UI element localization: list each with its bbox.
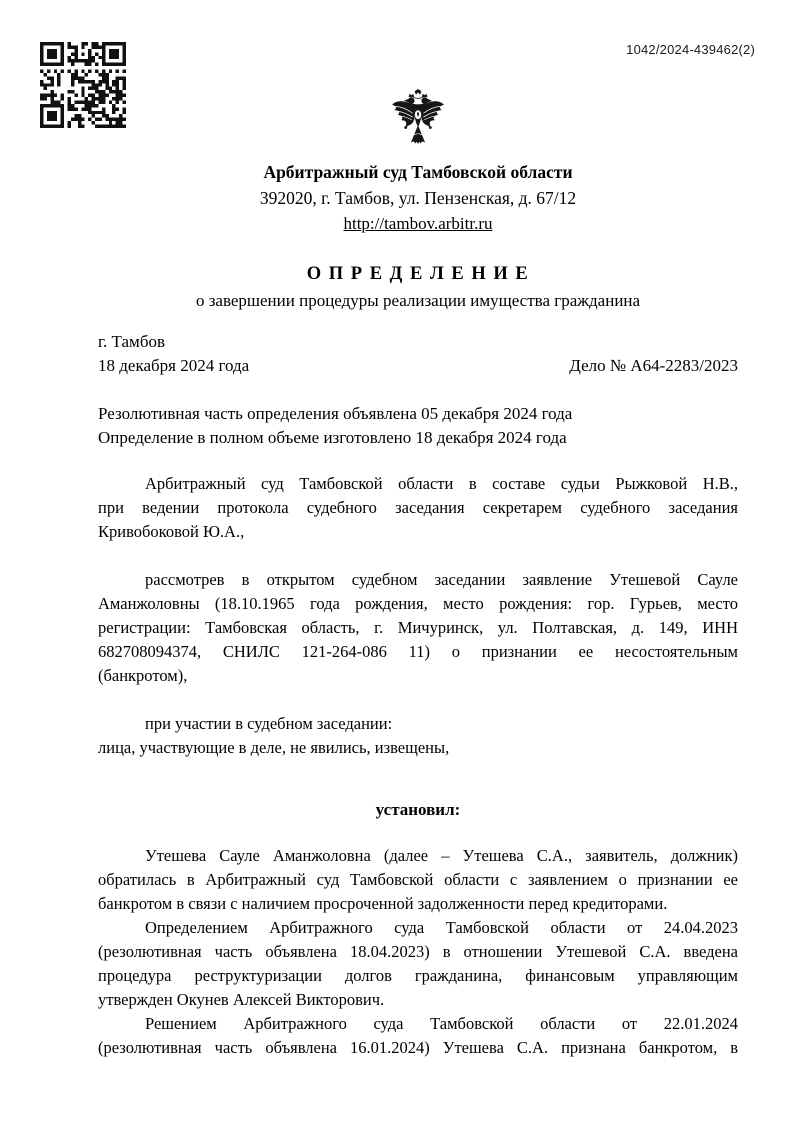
bankruptcy-paragraph bbox=[98, 1012, 738, 1060]
restructuring-paragraph bbox=[98, 916, 738, 1012]
text-line: при участии в судебном заседании: bbox=[145, 714, 393, 733]
full-text-made-line: Определение в полном объеме изготовлено 18 декабря 2024 года bbox=[98, 428, 567, 447]
document-date: 18 декабря 2024 года bbox=[98, 356, 250, 375]
attendance-intro bbox=[98, 712, 738, 736]
text-line: утвержден Окунев Алексей Викторович. bbox=[98, 990, 385, 1009]
court-name: Арбитражный суд Тамбовской области bbox=[263, 162, 573, 182]
case-number: Дело № А64-2283/2023 bbox=[569, 356, 738, 375]
text-line: Аманжоловны (18.10.1965 года рождения, место рождения: гор. Гурьев, место bbox=[98, 594, 738, 613]
text-line: установил: bbox=[375, 800, 461, 819]
court-website-link[interactable]: http://tambov.arbitr.ru bbox=[343, 214, 493, 233]
text-line: Определением Арбитражного суда Тамбовской области от 24.04.2023 bbox=[145, 918, 738, 937]
text-line: (банкротом), bbox=[98, 666, 188, 685]
composition-paragraph bbox=[98, 472, 738, 544]
court-address: 392020, г. Тамбов, ул. Пензенская, д. 67/12 bbox=[259, 188, 577, 208]
text-line: рассмотрев в открытом судебном заседании заявление Утешевой Сауле bbox=[145, 570, 738, 589]
qr-code-icon bbox=[40, 42, 126, 128]
text-line: (резолютивная часть объявлена 18.04.2023) в отношении Утешевой С.А. введена bbox=[98, 942, 738, 961]
resolution-dates bbox=[98, 402, 738, 450]
resolution-announced-line: Резолютивная часть определения объявлена 05 декабря 2024 года bbox=[98, 404, 573, 423]
case-meta bbox=[98, 330, 738, 378]
text-line: Решением Арбитражного суда Тамбовской области от 22.01.2024 bbox=[145, 1014, 738, 1033]
text-line: Арбитражный суд Тамбовской области в составе судьи Рыжковой Н.В., bbox=[145, 474, 738, 493]
text-line: (резолютивная часть объявлена 16.01.2024) Утешева С.А. признана банкротом, в bbox=[98, 1038, 738, 1057]
text-line: процедура реструктуризации долгов гражданина, финансовым управляющим bbox=[98, 966, 738, 985]
text-line: регистрации: Тамбовская область, г. Мичуринск, ул. Полтавская, д. 149, ИНН bbox=[98, 618, 738, 637]
text-line: банкротом в связи с наличием просроченной задолженности перед кредиторами. bbox=[98, 894, 668, 913]
application-paragraph bbox=[98, 568, 738, 688]
filing-paragraph bbox=[98, 844, 738, 916]
ruling-heading bbox=[98, 798, 738, 822]
document-body bbox=[98, 472, 738, 1060]
text-line: Кривобоковой Ю.А., bbox=[98, 522, 245, 541]
text-line: при ведении протокола судебного заседания секретарем судебного заседания bbox=[98, 498, 738, 517]
document-title: О П Р Е Д Е Л Е Н И Е bbox=[306, 264, 530, 284]
double-headed-eagle-icon bbox=[389, 88, 447, 154]
text-line: Утешева Сауле Аманжоловна (далее – Утешева С.А., заявитель, должник) bbox=[145, 846, 738, 865]
attendance-status bbox=[98, 736, 738, 760]
text-line: лица, участвующие в деле, не явились, извещены, bbox=[98, 738, 450, 757]
court-header bbox=[98, 88, 738, 236]
text-line: 682708094374, СНИЛС 121-264-086 11) о признании ее несостоятельным bbox=[98, 642, 738, 661]
text-line: обратилась в Арбитражный суд Тамбовской области с заявлением о признании ее bbox=[98, 870, 738, 889]
city-label: г. Тамбов bbox=[98, 332, 165, 351]
document-registration-number: 1042/2024-439462(2) bbox=[626, 42, 755, 57]
document-subtitle: о завершении процедуры реализации имущества гражданина bbox=[195, 291, 641, 310]
